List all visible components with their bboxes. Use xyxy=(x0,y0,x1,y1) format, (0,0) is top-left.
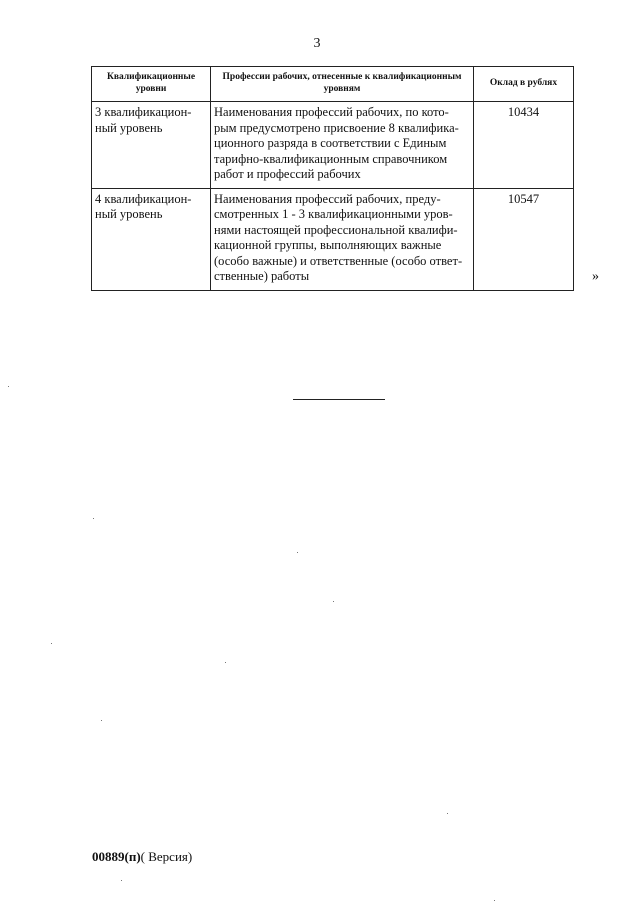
scan-speck xyxy=(51,643,52,644)
table-row xyxy=(92,188,574,290)
scan-speck xyxy=(225,662,226,663)
scan-speck xyxy=(121,880,122,881)
scan-speck xyxy=(447,813,448,814)
table-header-row xyxy=(92,67,574,102)
scan-speck xyxy=(93,518,94,519)
header-levels: Квалификационные уровни xyxy=(92,67,211,102)
row-salary: 10547 xyxy=(474,188,574,290)
document-version: ( Версия) xyxy=(140,849,193,864)
scan-speck xyxy=(494,900,495,901)
scan-speck xyxy=(297,552,298,553)
table-row xyxy=(92,102,574,189)
row-level: 3 квалификацион-ный уровень xyxy=(92,102,211,189)
scan-speck xyxy=(101,720,102,721)
separator-line xyxy=(293,399,385,400)
row-professions: Наименования профессий рабочих, преду-смотренных 1 - 3 квалификационными уров-нями настоящей профессиональной квалифи-кационной группы, выполняющих важные (особо важные) и ответственные (особо ответ-ственные) работы xyxy=(211,188,474,290)
row-level: 4 квалификацион-ный уровень xyxy=(92,188,211,290)
scan-speck xyxy=(8,386,9,387)
document-code-number: 00889(п) xyxy=(92,849,141,864)
document-code xyxy=(92,849,192,865)
header-professions: Профессии рабочих, отнесенные к квалификационным уровням xyxy=(211,67,474,102)
row-salary: 10434 xyxy=(474,102,574,189)
row-professions: Наименования профессий рабочих, по кото-рым предусмотрено присвоение 8 квалифика-ционного разряда в соответствии с Единым тарифно-квалификационным справочником работ и профессий рабочих xyxy=(211,102,474,189)
page-number: 3 xyxy=(313,36,321,51)
qualification-table xyxy=(91,66,574,291)
header-salary: Оклад в рублях xyxy=(474,67,574,102)
scan-speck xyxy=(333,601,334,602)
closing-quote: » xyxy=(592,269,599,284)
